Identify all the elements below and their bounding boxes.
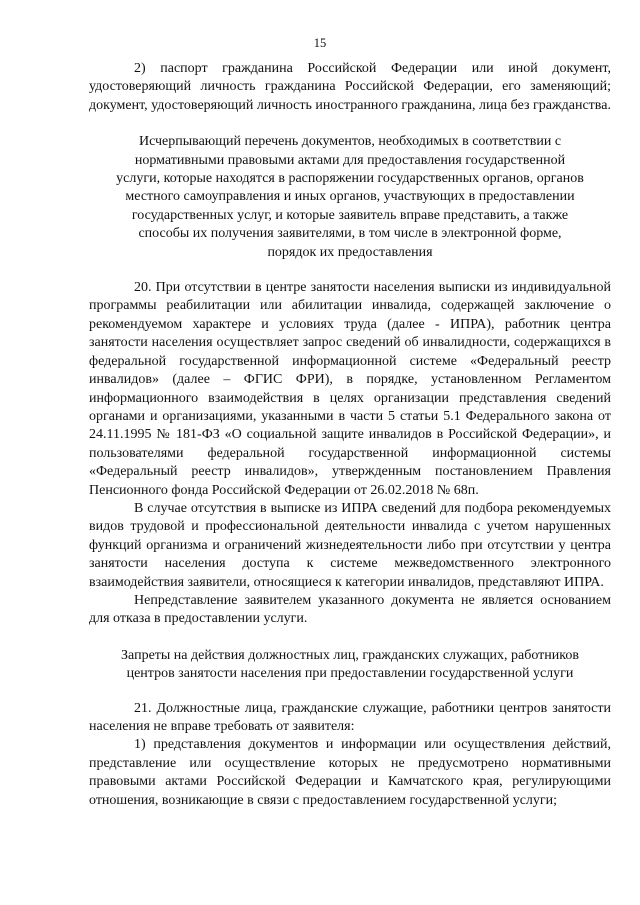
paragraph-21: 21. Должностные лица, гражданские служащие, работники центров занятости населения не вправе требовать от заявителя:	[89, 700, 611, 734]
section-heading-documents: Исчерпывающий перечень документов, необходимых в соответствии с нормативными правовыми актами для предоставления государственной услуги, которые находятся в распоряжении государственных органов, органов местного самоуправления и иных органов, участвующих в предоставлении государственных услуг, и которые заявитель вправе представить, а также способы их получения заявителями, в том числе в электронной форме, порядок их предоставления	[116, 134, 584, 260]
paragraph-passport: 2) паспорт гражданина Российской Федерации или иной документ, удостоверяющий личность гражданина Российской Федерации, его заменяющий; документ, удостоверяющий личность иностранного гражданина, лица без гражданства.	[89, 61, 611, 113]
page-number: 15	[313, 36, 327, 50]
document-body	[89, 60, 611, 810]
section-heading-prohibitions: Запреты на действия должностных лиц, гражданских служащих, работников центров занятости населения при предоставлении государственной услуги	[121, 647, 579, 682]
paragraph-20-case: В случае отсутствия в выписке из ИПРА сведений для подбора рекомендуемых видов трудовой и профессиональной деятельности инвалида с учетом нарушенных функций организма и ограничений жизнедеятельности либо при отсутствии у центра занятости населения доступа к системе межведомственного электронного взаимодействия заявители, относящиеся к категории инвалидов, представляют ИПРА.	[89, 500, 611, 590]
paragraph-21-item-1: 1) представления документов и информации или осуществления действий, представление или осуществление которых не предусмотрено нормативными правовыми актами Российской Федерации и Камчатского края, регулирующими отношения, возникающие в связи с предоставлением государственной услуги;	[89, 737, 611, 808]
paragraph-20-nonsubmission: Непредставление заявителем указанного документа не является основанием для отказа в предоставлении услуги.	[89, 592, 611, 627]
paragraph-20: 20. При отсутствии в центре занятости населения выписки из индивидуальной программы реабилитации или абилитации инвалида, содержащей заключение о рекомендуемом характере и условиях труда (далее - ИПРА), работник центра занятости населения осуществляет запрос сведений об инвалидности, содержащихся в федеральной государственной информационной системе «Федеральный реестр инвалидов» (далее – ФГИС ФРИ), в порядке, установленном Регламентом информационного взаимодействия в целях организации представления сведений органами и организациями, указанными в части 5 статьи 5.1 Федерального закона от 24.11.1995 № 181-ФЗ «О социальной защите инвалидов в Российской Федерации», и пользователями федеральной государственной информационной системы «Федеральный реестр инвалидов», утвержденным постановлением Правления Пенсионного фонда Российской Федерации от 26.02.2018 № 68п.	[89, 280, 611, 498]
